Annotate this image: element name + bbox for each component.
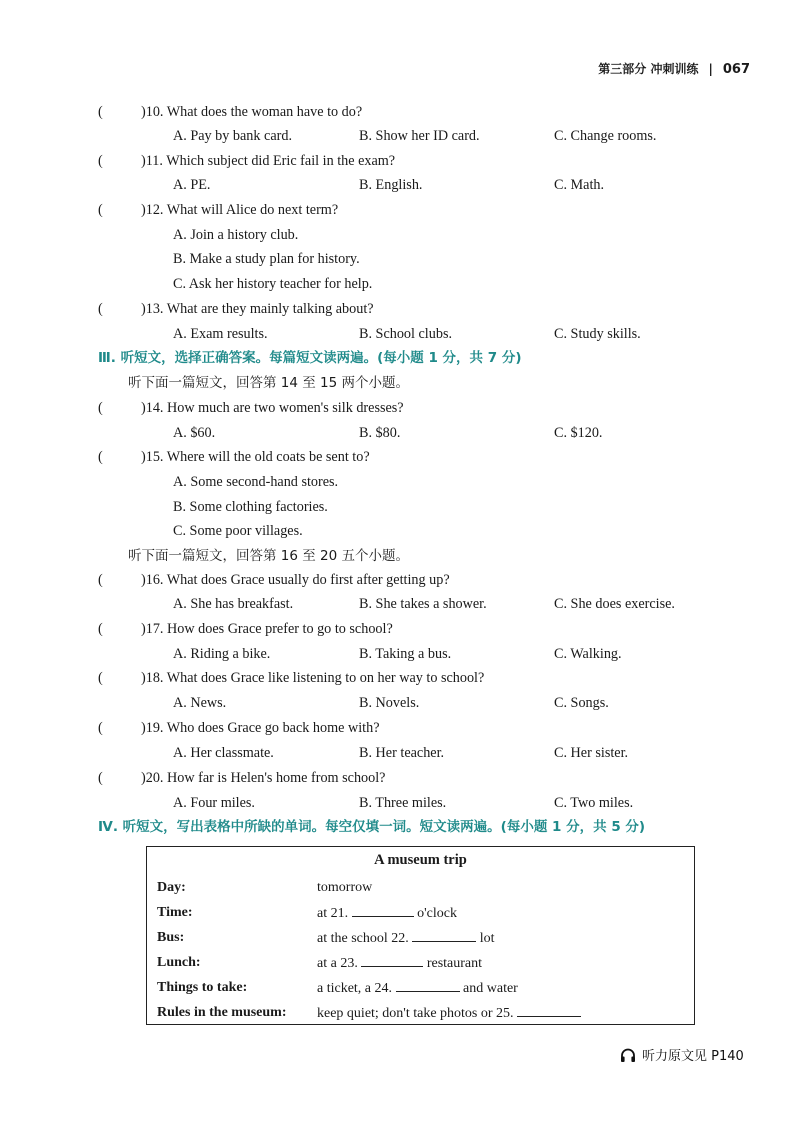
option-b: B. Novels. — [359, 695, 420, 711]
row-value: keep quiet; don't take photos or 25. — [317, 1002, 581, 1025]
question-text: )10. What does the woman have to do? — [141, 104, 363, 120]
question-18: ( )18. What does Grace like listening to on her way to school? — [0, 667, 800, 689]
option-b-row — [0, 496, 800, 518]
option-a: A. $60. — [173, 425, 216, 441]
options-11 — [0, 174, 800, 196]
options-13 — [0, 323, 800, 345]
question-text: )13. What are they mainly talking about? — [141, 301, 374, 317]
option-c: C. She does exercise. — [554, 596, 675, 612]
option-c: C. Walking. — [554, 646, 622, 662]
row-label: Rules in the museum: — [157, 1005, 287, 1020]
question-14: ( )14. How much are two women's silk dresses? — [0, 397, 800, 419]
question-text: )18. What does Grace like listening to on her way to school? — [141, 670, 485, 686]
question-text: )19. Who does Grace go back home with? — [141, 720, 380, 736]
question-19: ( )19. Who does Grace go back home with? — [0, 717, 800, 739]
option-c: C. Her sister. — [554, 745, 629, 761]
museum-trip-table — [146, 846, 695, 1025]
row-value: at a 23. restaurant — [317, 952, 482, 975]
option-a-row — [0, 471, 800, 493]
options-19 — [0, 742, 800, 764]
row-label: Things to take: — [157, 980, 248, 995]
table-row-rules — [147, 1002, 694, 1024]
question-17: ( )17. How does Grace prefer to go to school? — [0, 618, 800, 640]
headphones-icon — [620, 1048, 636, 1063]
option-b: B. Taking a bus. — [359, 646, 452, 662]
options-17 — [0, 643, 800, 665]
option-c: C. $120. — [554, 425, 603, 441]
option-b: B. Three miles. — [359, 795, 447, 811]
option-b: B. English. — [359, 177, 423, 193]
option-b-row — [0, 248, 800, 270]
option-c: C. Math. — [554, 177, 605, 193]
question-15: ( )15. Where will the old coats be sent to? — [0, 446, 800, 468]
footer-text: 听力原文见 P140 — [642, 1049, 744, 1064]
options-20 — [0, 792, 800, 814]
table-row-things — [147, 977, 694, 999]
question-text: )16. What does Grace usually do first after getting up? — [141, 572, 450, 588]
table-row-bus — [147, 927, 694, 949]
option-c: C. Songs. — [554, 695, 609, 711]
question-20: ( )20. How far is Helen's home from school? — [0, 767, 800, 789]
page-number: 067 — [722, 62, 750, 77]
table-row-lunch — [147, 952, 694, 974]
row-label: Time: — [157, 905, 193, 920]
question-text: )12. What will Alice do next term? — [141, 202, 339, 218]
option-a: A. Her classmate. — [173, 745, 274, 761]
options-10 — [0, 125, 800, 147]
question-13: ( )13. What are they mainly talking about? — [0, 298, 800, 320]
row-value: tomorrow — [317, 880, 373, 895]
question-text: )17. How does Grace prefer to go to school? — [141, 621, 393, 637]
answer-blank-23[interactable] — [361, 952, 423, 967]
options-16 — [0, 593, 800, 615]
option-a: A. Join a history club. — [173, 227, 299, 243]
option-a: A. PE. — [173, 177, 211, 193]
header-section: 第三部分 冲刺训练 — [598, 62, 699, 76]
question-12: ( )12. What will Alice do next term? — [0, 199, 800, 221]
listening-reference — [620, 1045, 744, 1064]
option-c: C. Some poor villages. — [173, 523, 303, 539]
option-c: C. Two miles. — [554, 795, 634, 811]
option-c: C. Ask her history teacher for help. — [173, 276, 373, 292]
row-value: at 21. o'clock — [317, 902, 457, 925]
section-3-intro-2: 听下面一篇短文，回答第 16 至 20 五个小题。 — [128, 548, 410, 564]
answer-blank-25[interactable] — [517, 1002, 581, 1017]
option-c-row — [0, 273, 800, 295]
question-11: ( )11. Which subject did Eric fail in the exam? — [0, 150, 800, 172]
section-4-title: Ⅳ. 听短文，写出表格中所缺的单词。每空仅填一词。短文读两遍。(每小题 1 分，共 5 分) — [98, 819, 646, 835]
table-row-day — [147, 877, 694, 899]
options-14 — [0, 422, 800, 444]
option-b: B. $80. — [359, 425, 401, 441]
option-b: B. Some clothing factories. — [173, 499, 328, 515]
question-16: ( )16. What does Grace usually do first after getting up? — [0, 569, 800, 591]
answer-blank-24[interactable] — [396, 977, 460, 992]
option-a: A. Four miles. — [173, 795, 255, 811]
question-10: ( )10. What does the woman have to do? — [0, 101, 800, 123]
row-value: a ticket, a 24. and water — [317, 977, 518, 1000]
option-a: A. Riding a bike. — [173, 646, 271, 662]
option-a: A. She has breakfast. — [173, 596, 294, 612]
section-3-intro-1: 听下面一篇短文，回答第 14 至 15 两个小题。 — [128, 375, 410, 391]
option-a-row — [0, 224, 800, 246]
option-c-row — [0, 520, 800, 542]
question-text: )11. Which subject did Eric fail in the exam? — [141, 153, 396, 169]
row-label: Bus: — [157, 930, 185, 945]
row-value: at the school 22. lot — [317, 927, 495, 950]
option-c: C. Study skills. — [554, 326, 641, 342]
option-a: A. Pay by bank card. — [173, 128, 292, 144]
option-b: B. Her teacher. — [359, 745, 445, 761]
table-row-time — [147, 902, 694, 924]
header-separator: | — [708, 62, 713, 76]
page-header — [598, 60, 750, 77]
question-text: )20. How far is Helen's home from school? — [141, 770, 386, 786]
table-title: A museum trip — [374, 852, 467, 868]
answer-blank-21[interactable] — [352, 902, 414, 917]
section-3-title: Ⅲ. 听短文，选择正确答案。每篇短文读两遍。(每小题 1 分，共 7 分) — [98, 350, 522, 366]
options-18 — [0, 692, 800, 714]
question-text: )14. How much are two women's silk dresses? — [141, 400, 404, 416]
option-b: B. Make a study plan for history. — [173, 251, 360, 267]
option-b: B. School clubs. — [359, 326, 453, 342]
answer-blank-22[interactable] — [412, 927, 476, 942]
option-c: C. Change rooms. — [554, 128, 657, 144]
option-a: A. Exam results. — [173, 326, 268, 342]
option-b: B. Show her ID card. — [359, 128, 480, 144]
row-label: Lunch: — [157, 955, 201, 970]
option-a: A. Some second-hand stores. — [173, 474, 339, 490]
option-b: B. She takes a shower. — [359, 596, 487, 612]
option-a: A. News. — [173, 695, 227, 711]
question-text: )15. Where will the old coats be sent to? — [141, 449, 370, 465]
row-label: Day: — [157, 880, 186, 895]
